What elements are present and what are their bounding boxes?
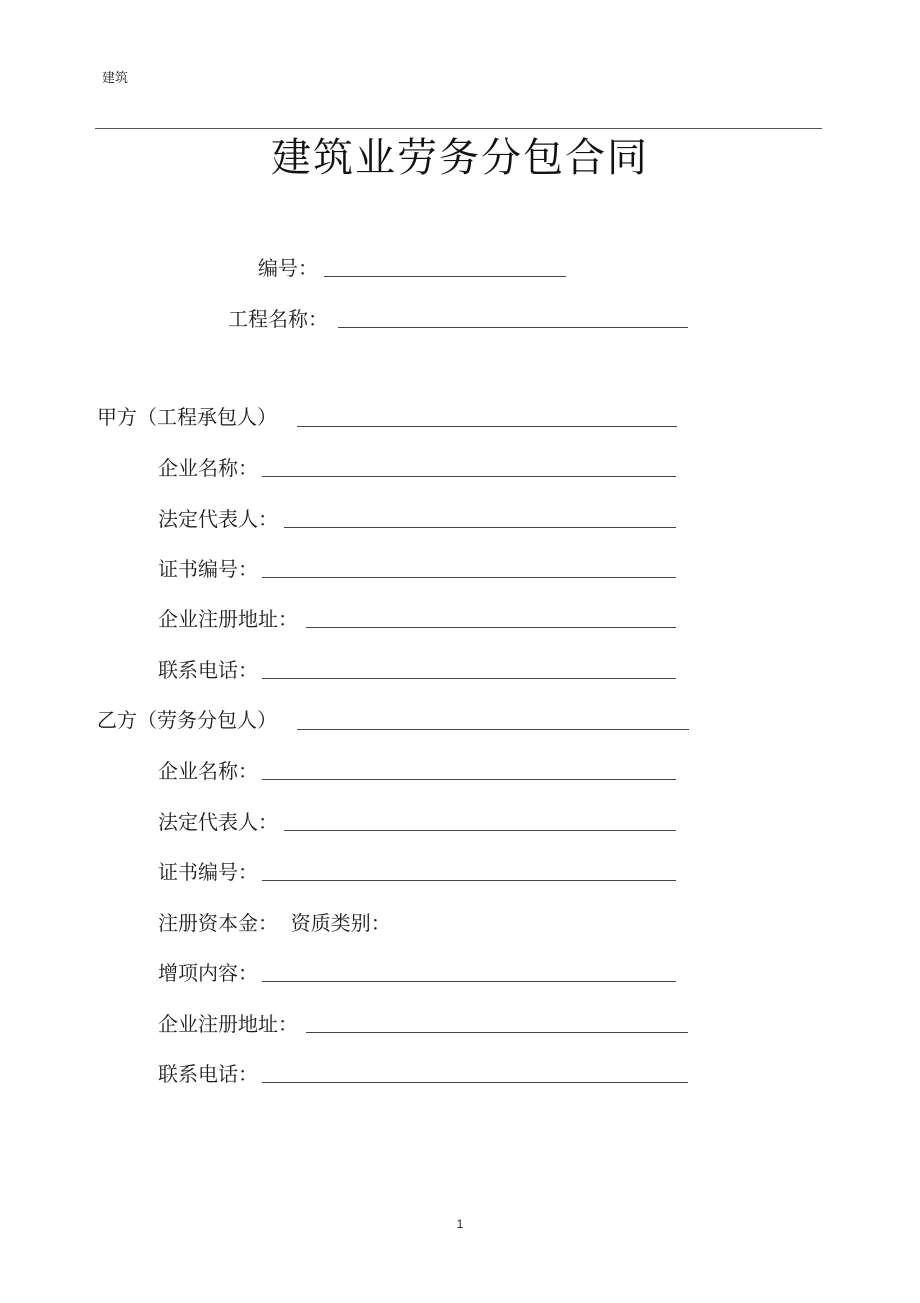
party-b-cert-no-label: 证书编号： (158, 860, 258, 884)
party-a-heading: 甲方（工程承包人） (97, 405, 277, 429)
contract-number-field (258, 254, 578, 282)
party-a-legal-rep-label: 法定代表人： (158, 507, 278, 531)
party-a-heading-row (97, 403, 687, 431)
party-b-company-name-field (158, 757, 688, 785)
party-b-extra-items-label: 增项内容： (158, 961, 258, 985)
party-b-company-name-blank[interactable] (262, 779, 676, 780)
party-b-extra-items-blank[interactable] (262, 981, 676, 982)
party-a-cert-no-label: 证书编号： (158, 557, 258, 581)
document-title: 建筑业劳务分包合同 (271, 135, 649, 181)
party-a-company-name-blank[interactable] (262, 476, 676, 477)
party-b-reg-address-label: 企业注册地址： (158, 1012, 298, 1036)
project-name-blank[interactable] (338, 327, 688, 328)
party-b-phone-label: 联系电话： (158, 1062, 258, 1086)
party-a-blank[interactable] (297, 426, 677, 427)
party-b-reg-address-blank[interactable] (306, 1032, 688, 1033)
party-a-cert-no-field (158, 555, 688, 583)
project-name-label: 工程名称： (228, 307, 328, 331)
party-a-company-name-label: 企业名称： (158, 456, 258, 480)
party-b-phone-blank[interactable] (262, 1082, 688, 1083)
contract-number-label: 编号： (258, 256, 318, 280)
party-b-capital-quals-label: 注册资本金： 资质类别： (158, 911, 391, 935)
party-b-capital-quals-field (158, 909, 688, 937)
party-b-cert-no-blank[interactable] (262, 880, 676, 881)
party-b-legal-rep-field (158, 808, 688, 836)
party-a-reg-address-field (158, 605, 688, 633)
party-a-reg-address-blank[interactable] (306, 627, 676, 628)
party-a-legal-rep-field (158, 505, 688, 533)
party-a-reg-address-label: 企业注册地址： (158, 607, 298, 631)
contract-number-blank[interactable] (324, 276, 566, 277)
party-b-extra-items-field (158, 959, 688, 987)
project-name-field (228, 305, 698, 333)
party-b-blank[interactable] (297, 729, 689, 730)
party-a-phone-label: 联系电话： (158, 658, 258, 682)
party-b-heading: 乙方（劳务分包人） (97, 708, 277, 732)
party-a-cert-no-blank[interactable] (262, 577, 676, 578)
party-a-phone-field (158, 656, 688, 684)
party-a-company-name-field (158, 454, 688, 482)
party-a-phone-blank[interactable] (262, 678, 676, 679)
party-b-cert-no-field (158, 858, 688, 886)
running-header: 建筑 (102, 71, 129, 86)
party-b-legal-rep-label: 法定代表人： (158, 810, 278, 834)
party-b-reg-address-field (158, 1010, 698, 1038)
party-b-legal-rep-blank[interactable] (284, 830, 676, 831)
party-b-company-name-label: 企业名称： (158, 759, 258, 783)
party-a-legal-rep-blank[interactable] (284, 527, 676, 528)
party-b-phone-field (158, 1060, 698, 1088)
party-b-heading-row (97, 706, 697, 734)
header-divider (95, 128, 822, 129)
page-number: 1 (456, 1217, 464, 1231)
